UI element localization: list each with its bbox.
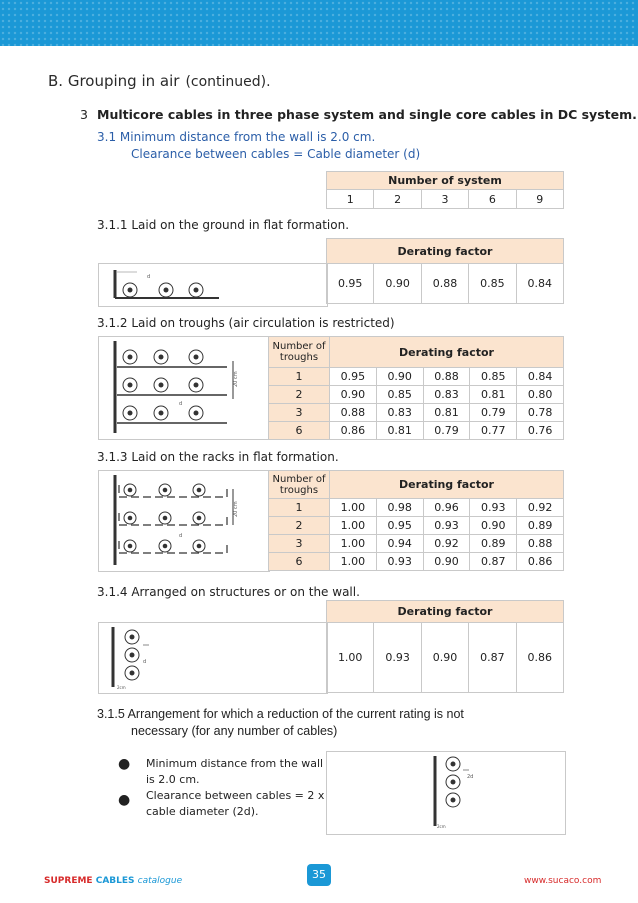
factor-cell: 0.93 [374, 623, 421, 693]
title-continued: (continued). [185, 74, 271, 90]
factor-cell: 0.90 [423, 553, 470, 571]
system-value: 9 [516, 190, 564, 209]
factor-cell: 0.89 [470, 535, 517, 553]
subsection-line1: 3.1 Minimum distance from the wall is 2.0 cm. [97, 130, 376, 144]
factor-cell: 0.83 [423, 386, 470, 404]
system-table [326, 171, 564, 209]
factor-cell: 0.85 [376, 386, 423, 404]
factor-cell: 1.00 [330, 499, 377, 517]
header-pattern [0, 0, 638, 46]
troughs-header: Number of troughs [269, 471, 330, 499]
footer-brand [44, 876, 182, 886]
factor-cell: 0.90 [376, 368, 423, 386]
trough-count: 1 [269, 368, 330, 386]
fig-d-label: d [179, 533, 183, 539]
trough-count: 3 [269, 535, 330, 553]
title-main: B. Grouping in air [48, 72, 180, 90]
factor-cell: 1.00 [330, 535, 377, 553]
factor-cell: 0.87 [470, 553, 517, 571]
header-band [0, 0, 638, 46]
spaced-wall-figure [327, 752, 565, 834]
system-value: 3 [421, 190, 468, 209]
trough-count: 6 [269, 553, 330, 571]
ground-figure [99, 264, 327, 306]
bullet-text-2a: Clearance between cables = 2 x [146, 789, 325, 802]
system-value: 1 [327, 190, 374, 209]
figure-315 [326, 751, 566, 835]
wall-figure [99, 623, 327, 693]
factor-cell: 0.88 [330, 404, 377, 422]
factor-cell: 0.95 [327, 264, 374, 304]
brand-red: SUPREME [44, 876, 93, 886]
bullet-text-1b: is 2.0 cm. [146, 773, 200, 786]
factor-cell: 0.80 [517, 386, 564, 404]
label-314: 3.1.4 Arranged on structures or on the wall. [97, 585, 360, 599]
factor-cell: 0.96 [423, 499, 470, 517]
section-title: Multicore cables in three phase system and single core cables in DC system. [97, 107, 637, 122]
website-link[interactable]: www.sucaco.com [524, 876, 602, 886]
figure-314 [98, 622, 328, 694]
factor-cell: 0.83 [376, 404, 423, 422]
subsection-line2: Clearance between cables = Cable diameter (d) [131, 147, 421, 161]
factor-cell: 0.84 [516, 264, 563, 304]
factor-cell: 0.88 [423, 368, 470, 386]
table-312 [268, 336, 564, 440]
trough-count: 1 [269, 499, 330, 517]
factor-cell: 0.78 [517, 404, 564, 422]
factor-cell: 1.00 [327, 623, 374, 693]
label-312: 3.1.2 Laid on troughs (air circulation is restricted) [97, 316, 395, 330]
page-number: 35 [307, 864, 331, 886]
factor-cell: 0.85 [470, 368, 517, 386]
bullet-icon: ● [118, 756, 131, 772]
factor-cell: 0.94 [376, 535, 423, 553]
factor-cell: 0.76 [517, 422, 564, 440]
bullet-text-2b: cable diameter (2d). [146, 805, 259, 818]
figure-312 [98, 336, 270, 440]
factor-cell: 0.77 [470, 422, 517, 440]
brand-catalogue: catalogue [137, 876, 183, 886]
factor-cell: 0.86 [517, 553, 564, 571]
fig-20cm-label: 20 cm [233, 501, 239, 517]
factor-cell: 0.92 [423, 535, 470, 553]
factor-cell: 0.86 [516, 623, 563, 693]
brand-blue: CABLES [95, 876, 135, 886]
factor-cell: 1.00 [330, 553, 377, 571]
fig-2cm-label: 2cm [437, 824, 446, 829]
factor-cell: 0.87 [469, 623, 516, 693]
figure-311 [98, 263, 328, 307]
table-311 [326, 238, 564, 304]
bullet-icon: ● [118, 792, 131, 808]
factor-cell: 0.93 [423, 517, 470, 535]
factor-cell: 0.81 [470, 386, 517, 404]
factor-cell: 0.90 [470, 517, 517, 535]
figure-313 [98, 470, 270, 572]
factor-cell: 0.90 [374, 264, 421, 304]
factor-cell: 0.95 [330, 368, 377, 386]
system-value: 6 [469, 190, 516, 209]
fig-d-label: d [179, 401, 183, 407]
label-311: 3.1.1 Laid on the ground in flat formation. [97, 218, 350, 232]
fig-d-label: d [143, 659, 147, 665]
system-value: 2 [374, 190, 421, 209]
factor-cell: 0.88 [421, 264, 468, 304]
page-title [48, 72, 271, 90]
fig-2cm-label: 2cm [117, 685, 126, 690]
table-313 [268, 470, 564, 571]
fig-2d-label: 2d [467, 774, 474, 780]
section-number: 3 [80, 107, 88, 122]
factor-cell: 0.92 [517, 499, 564, 517]
factor-cell: 0.79 [470, 404, 517, 422]
factor-cell: 0.85 [469, 264, 516, 304]
trough-count: 3 [269, 404, 330, 422]
derating-header: Derating factor [330, 471, 564, 499]
rack-figure [99, 471, 269, 571]
factor-cell: 0.81 [423, 404, 470, 422]
factor-cell: 0.93 [376, 553, 423, 571]
trough-count: 2 [269, 386, 330, 404]
factor-cell: 1.00 [330, 517, 377, 535]
troughs-header: Number of troughs [269, 337, 330, 368]
fig-d-label: d [147, 274, 151, 280]
derating-header: Derating factor [327, 601, 564, 623]
label-315-line1: 3.1.5 Arrangement for which a reduction of the current rating is not [97, 707, 464, 721]
factor-cell: 0.84 [517, 368, 564, 386]
factor-cell: 0.90 [330, 386, 377, 404]
fig-20cm-label: 20 cm [233, 371, 239, 387]
label-313: 3.1.3 Laid on the racks in flat formation. [97, 450, 339, 464]
factor-cell: 0.90 [421, 623, 468, 693]
derating-header: Derating factor [327, 239, 564, 264]
trough-count: 6 [269, 422, 330, 440]
factor-cell: 0.81 [376, 422, 423, 440]
trough-figure [99, 337, 269, 439]
factor-cell: 0.86 [330, 422, 377, 440]
table-314 [326, 600, 564, 693]
factor-cell: 0.79 [423, 422, 470, 440]
derating-header: Derating factor [330, 337, 564, 368]
trough-count: 2 [269, 517, 330, 535]
factor-cell: 0.88 [517, 535, 564, 553]
bullet-text-1a: Minimum distance from the wall [146, 757, 324, 770]
factor-cell: 0.98 [376, 499, 423, 517]
factor-cell: 0.89 [517, 517, 564, 535]
label-315-line2: necessary (for any number of cables) [131, 724, 338, 738]
factor-cell: 0.95 [376, 517, 423, 535]
factor-cell: 0.93 [470, 499, 517, 517]
system-header: Number of system [327, 172, 564, 190]
